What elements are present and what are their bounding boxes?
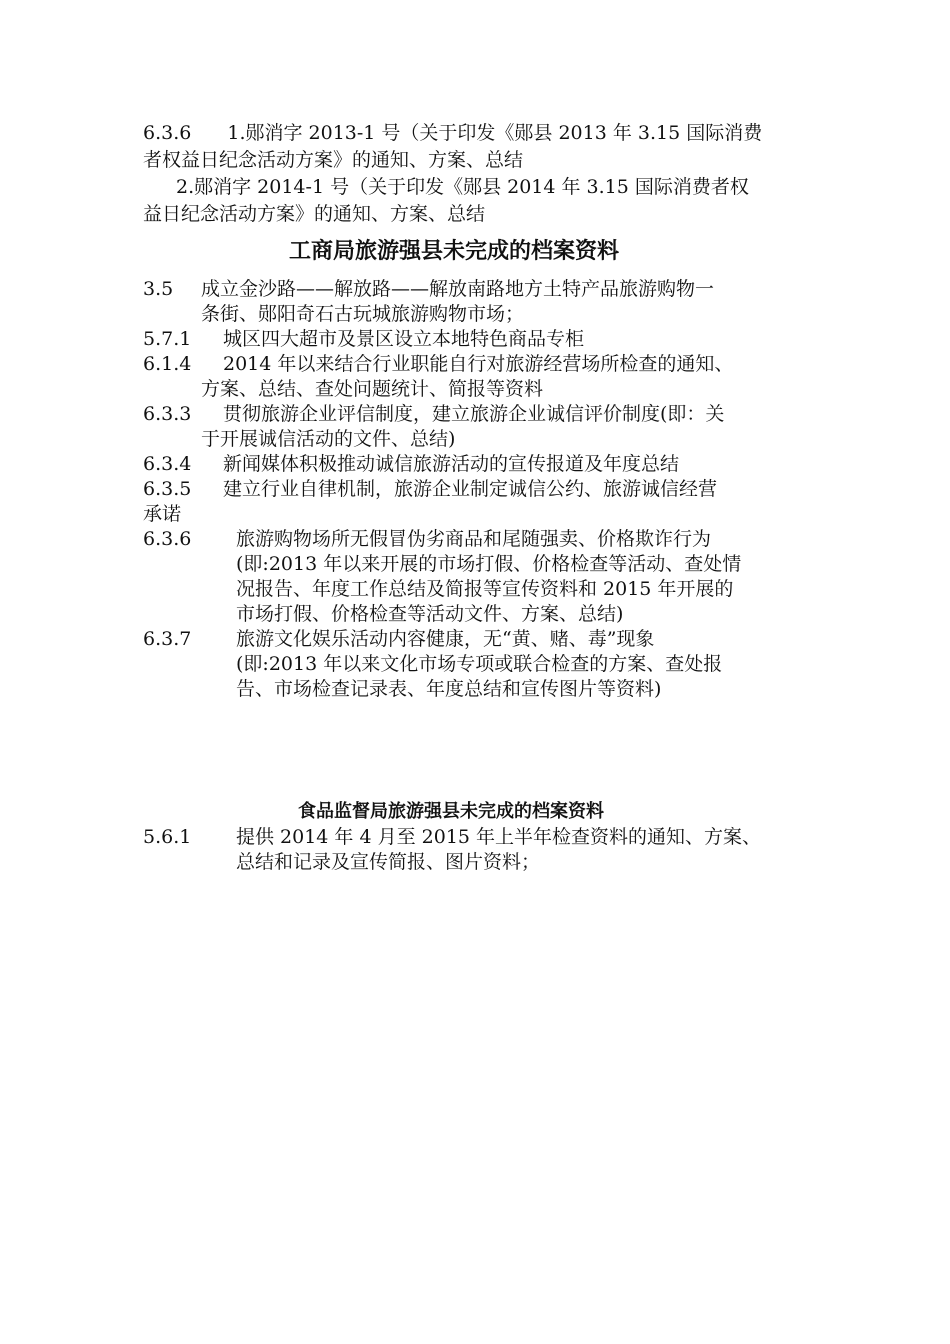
item-636b-line2: 益日纪念活动方案》的通知、方案、总结 <box>143 203 486 225</box>
item-636-top-line1 <box>143 121 762 145</box>
item-text: 提供 2014 年 4 月至 2015 年上半年检查资料的通知、方案、 <box>236 826 762 848</box>
gs-item-637-line1 <box>143 627 654 651</box>
item-number: 6.3.7 <box>143 628 192 650</box>
item-636b-line1: 2.郧消字 2014-1 号（关于印发《郧县 2014 年 3.15 国际消费者权 <box>176 176 749 198</box>
food-item-561-line2: 总结和记录及宣传简报、图片资料； <box>236 851 541 873</box>
item-text: 旅游文化娱乐活动内容健康，无“黄、赌、毒”现象 <box>236 628 655 650</box>
food-item-561-line1 <box>143 825 761 849</box>
item-text: 城区四大超市及景区设立本地特色商品专柜 <box>223 328 585 350</box>
gs-item-636-line4: 市场打假、价格检查等活动文件、方案、总结) <box>236 603 624 625</box>
section-title-food: 食品监督局旅游强县未完成的档案资料 <box>298 801 604 822</box>
item-number: 6.1.4 <box>143 353 192 375</box>
item-text: 成立金沙路——解放路——解放南路地方土特产品旅游购物一 <box>201 278 715 300</box>
item-number: 6.3.5 <box>143 478 192 500</box>
gs-item-636-line1 <box>143 527 711 551</box>
item-636-top-line2: 者权益日纪念活动方案》的通知、方案、总结 <box>143 149 524 171</box>
item-text: 贯彻旅游企业评信制度，建立旅游企业诚信评价制度(即：关 <box>223 403 725 425</box>
item-text: 旅游购物场所无假冒伪劣商品和尾随强卖、价格欺诈行为 <box>236 528 712 550</box>
item-text: 建立行业自律机制，旅游企业制定诚信公约、旅游诚信经营 <box>223 478 718 500</box>
gs-item-614-line2: 方案、总结、查处问题统计、简报等资料 <box>201 378 544 400</box>
gs-item-571 <box>143 327 584 351</box>
gs-item-614-line1 <box>143 352 733 376</box>
gs-item-633-line1 <box>143 402 724 426</box>
gs-item-637-line2: (即:2013 年以来文化市场专项或联合检查的方案、查处报 <box>236 653 723 675</box>
item-number: 5.6.1 <box>143 826 192 848</box>
gs-item-35-line2: 条街、郧阳奇石古玩城旅游购物市场； <box>201 303 525 325</box>
item-text: 新闻媒体积极推动诚信旅游活动的宣传报道及年度总结 <box>223 453 680 475</box>
gs-item-635-line1 <box>143 477 717 501</box>
gs-item-634 <box>143 452 679 476</box>
gs-item-35-line1 <box>143 277 714 301</box>
gs-item-635-line2: 承诺 <box>143 503 182 525</box>
item-text: 1.郧消字 2013-1 号（关于印发《郧县 2013 年 3.15 国际消费 <box>227 122 763 144</box>
gs-item-633-line2: 于开展诚信活动的文件、总结) <box>201 428 456 450</box>
gs-item-636-line2: (即:2013 年以来开展的市场打假、价格检查等活动、查处情 <box>236 553 742 575</box>
item-number: 6.3.3 <box>143 403 192 425</box>
item-text: 2014 年以来结合行业职能自行对旅游经营场所检查的通知、 <box>223 353 734 375</box>
gs-item-637-line3: 告、市场检查记录表、年度总结和宣传图片等资料) <box>236 678 662 700</box>
gs-item-636-line3: 况报告、年度工作总结及简报等宣传资料和 2015 年开展的 <box>236 578 734 600</box>
item-number: 6.3.6 <box>143 528 192 550</box>
section-title-gongshang: 工商局旅游强县未完成的档案资料 <box>289 239 620 264</box>
item-number: 5.7.1 <box>143 328 192 350</box>
item-number: 3.5 <box>143 278 174 300</box>
item-number: 6.3.4 <box>143 453 192 475</box>
item-number: 6.3.6 <box>143 122 192 144</box>
